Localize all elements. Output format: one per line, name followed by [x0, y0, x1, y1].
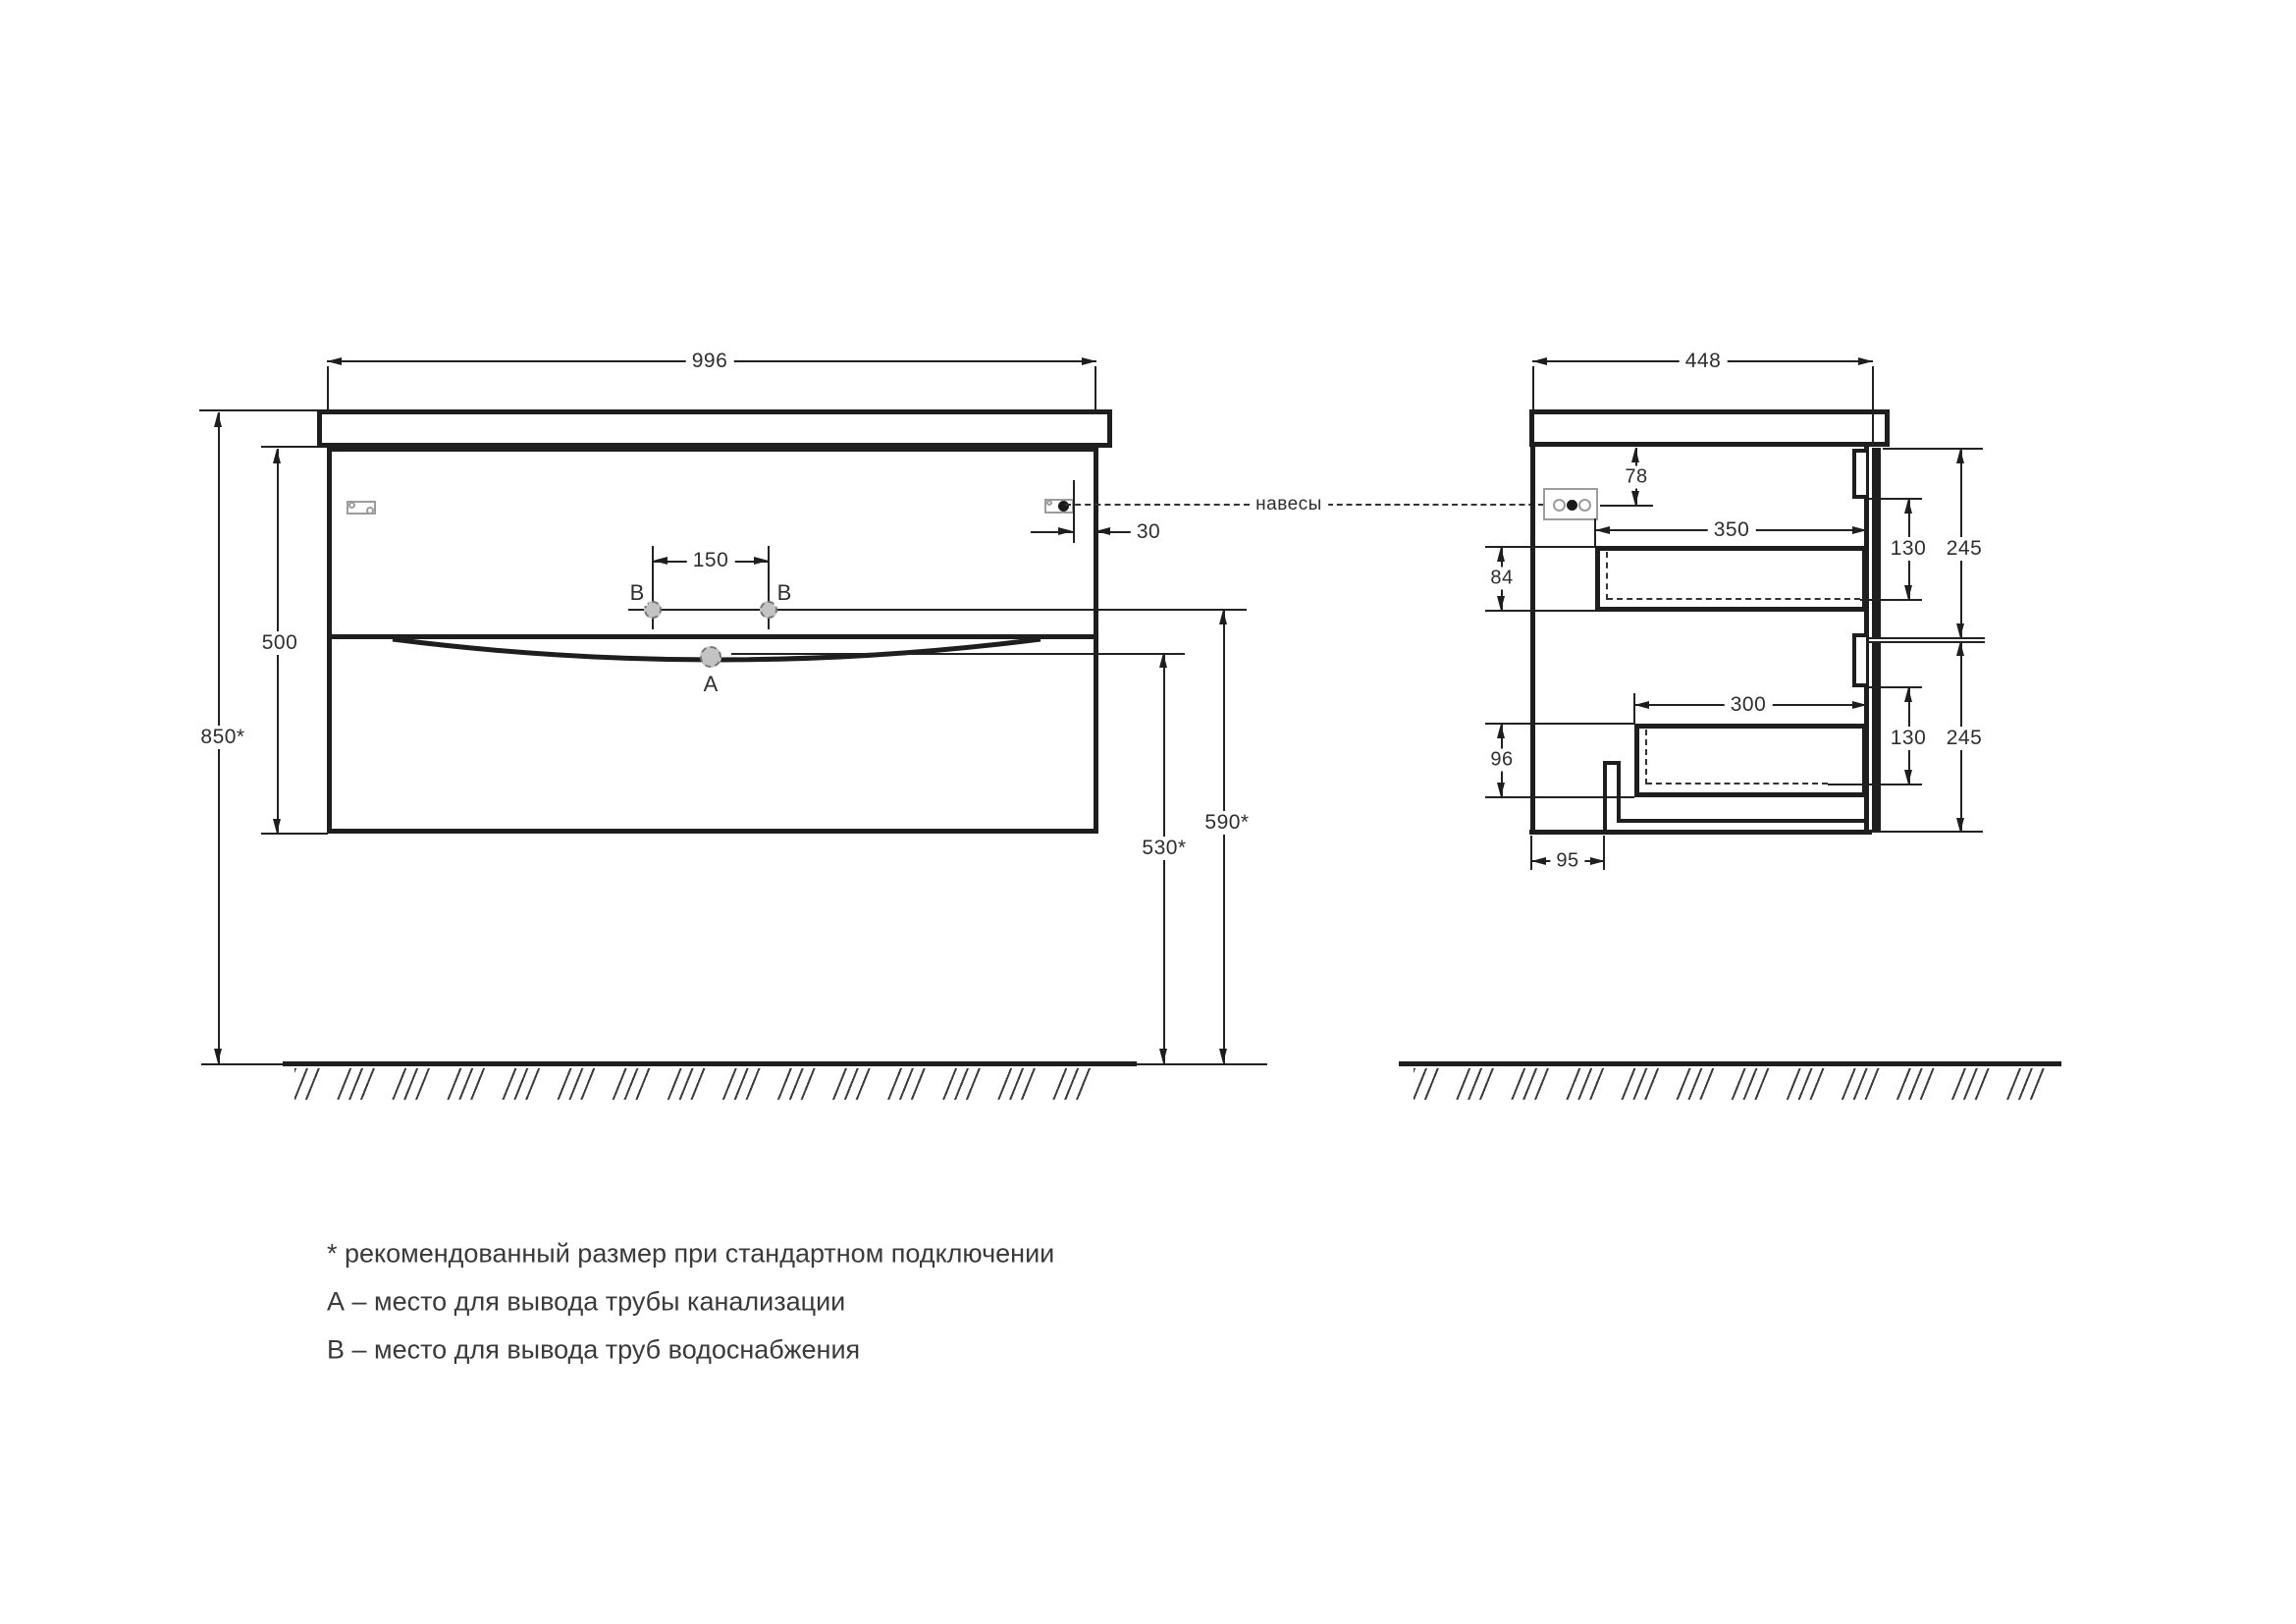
- dim-bottom-drawer-depth: 300: [1725, 693, 1773, 717]
- ground-hatch-side: [1414, 1068, 2052, 1100]
- ground-hatch-front: [294, 1068, 1107, 1100]
- carcass-back: [1530, 447, 1535, 832]
- top-drawer-box: [1595, 546, 1867, 612]
- washbasin-panel: [317, 409, 1112, 448]
- dim-bottom-drawer-inner-height: 130: [1885, 727, 1933, 750]
- ground-line-front: [283, 1061, 1137, 1066]
- carcass-bottom: [1529, 830, 1872, 835]
- dim-cabinet-height: 500: [256, 631, 304, 655]
- drawer-front-bottom: [1872, 641, 1881, 833]
- dim-hinge-drop: 78: [1619, 466, 1653, 489]
- drain-hole: [700, 646, 721, 668]
- label-b-left: В: [627, 580, 648, 606]
- dim-top-drawer-inner-height: 130: [1885, 537, 1933, 561]
- dim-overall-height: 850*: [194, 726, 250, 749]
- dim-top-front-height: 245: [1941, 537, 1989, 561]
- drawer-bracket-bottom: [1852, 633, 1866, 687]
- washbasin-panel-side: [1529, 409, 1890, 447]
- drawer-bracket-top: [1852, 449, 1866, 499]
- hanger-point: [1058, 501, 1069, 512]
- label-a: А: [701, 672, 721, 697]
- dim-holes-spacing: 150: [687, 549, 735, 572]
- bottom-drawer-box: [1634, 724, 1867, 797]
- dim-bottom-drawer-rear-height: 96: [1484, 749, 1519, 772]
- hangers-label: навесы: [1250, 494, 1328, 515]
- legend-note-a: А – место для вывода трубы канализации: [327, 1286, 846, 1317]
- dim-water-outlet-height: 590*: [1199, 811, 1255, 835]
- drain-level-line: [731, 653, 1185, 655]
- dim-base-offset: 95: [1550, 850, 1584, 873]
- legend-note-asterisk: * рекомендованный размер при стандартном подключении: [327, 1238, 1055, 1269]
- dim-top-drawer-rear-height: 84: [1484, 568, 1519, 590]
- dim-front-width: 996: [686, 350, 734, 373]
- drawer-front-top: [1872, 448, 1881, 637]
- dim-hinge-offset: 30: [1131, 520, 1166, 544]
- dim-top-drawer-depth: 350: [1708, 518, 1756, 542]
- label-b-right: В: [774, 580, 795, 606]
- dim-drain-outlet-height: 530*: [1136, 837, 1192, 860]
- ground-line-side: [1399, 1061, 2061, 1066]
- dim-bottom-front-height: 245: [1941, 727, 1989, 750]
- water-level-line: [628, 609, 1247, 611]
- legend-note-b: В – место для вывода труб водоснабжения: [327, 1334, 861, 1365]
- dim-depth: 448: [1680, 350, 1728, 373]
